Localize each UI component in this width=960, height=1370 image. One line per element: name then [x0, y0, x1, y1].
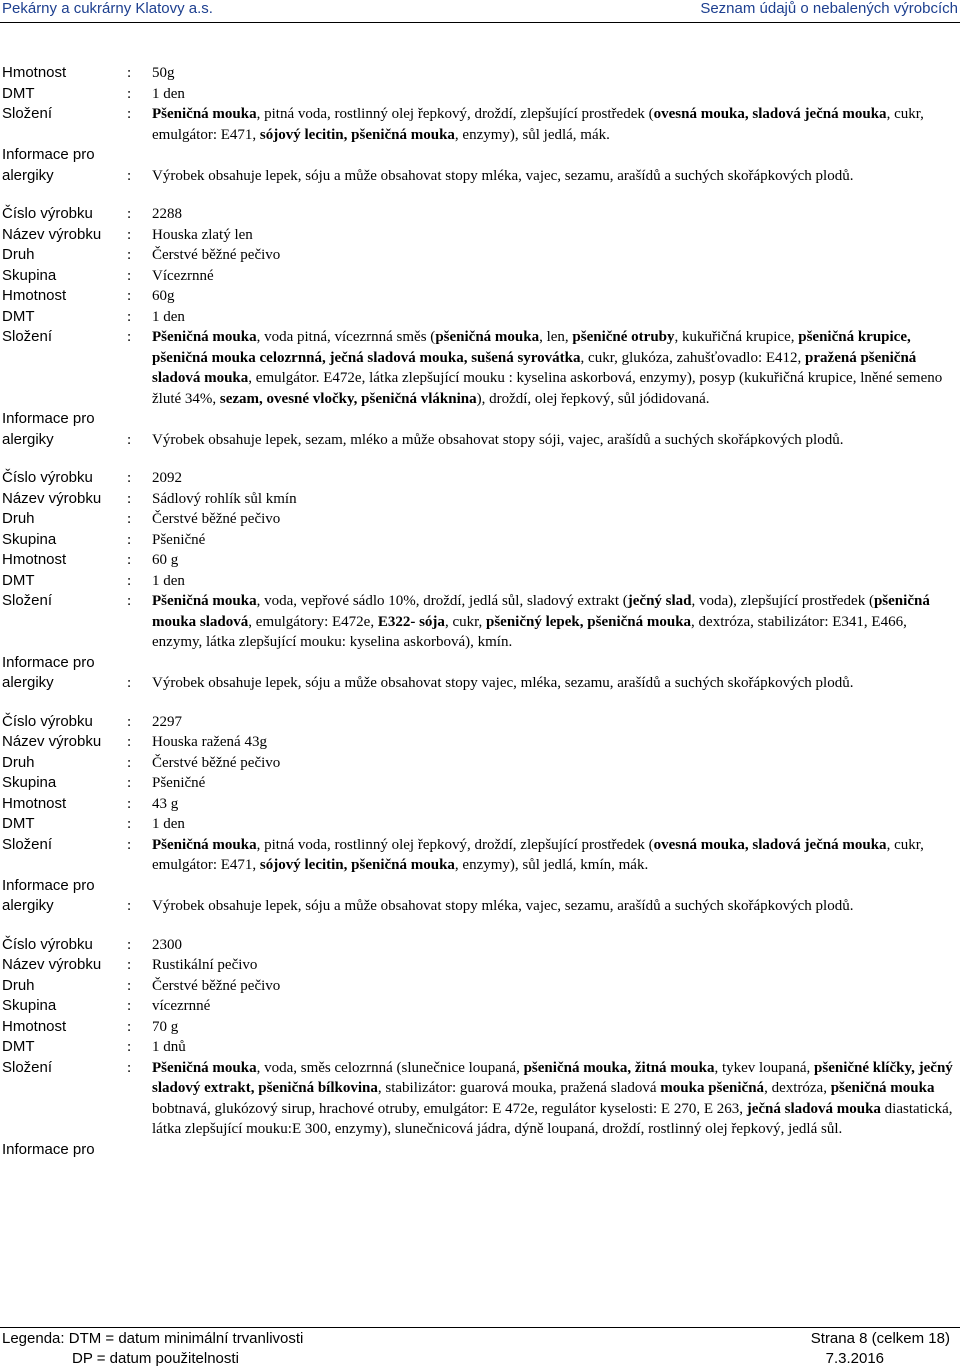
product-field-dmt [2, 1037, 958, 1058]
field-value: 2288 [152, 206, 182, 222]
product-field-hmotnost [2, 794, 958, 815]
field-separator: : [127, 1039, 132, 1055]
field-value: Houska ražená 43g [152, 734, 267, 750]
product-field-slozeni [2, 104, 958, 145]
field-label: Informace pro [2, 146, 95, 163]
field-value: 1 den [152, 816, 185, 832]
field-label: Informace pro [2, 1140, 95, 1158]
field-separator: : [127, 795, 132, 812]
field-value: 70 g [152, 1018, 179, 1035]
field-label: alergiky [2, 430, 54, 448]
product-field-nazev [2, 732, 958, 753]
field-separator: : [127, 734, 132, 750]
field-value: 60g [152, 288, 175, 304]
field-separator: : [127, 754, 132, 771]
product-block [2, 712, 958, 917]
product-field-slozeni [2, 835, 958, 876]
field-value: 1 den [152, 308, 185, 325]
field-label: Druh [2, 753, 35, 771]
field-separator: : [127, 977, 132, 994]
field-separator: : [127, 552, 132, 568]
field-value: Pšeničná mouka, voda, směs celozrnná (slunečnice loupaná, pšeničná mouka, žitná mouka, tykev loupaná, pšeničné klíčky, ječný sladový extrakt, pšeničná bílkovina, stabilizátor: guarová mouka, pražená sladová mouka pšeničná, dextróza, pšeničná mouka bobtnavá, glukózový sirup, hrachové otruby, emulgátor: E 472e, regulátor kyselosti: E 270, E 263, ječná sladová mouka diastatická, látka zlepšující mouku:E 300, enzymy), slunečnicová jádra, dýně loupaná, droždí, rostlinný olej řepkový, jedlá sůl. [152, 1059, 953, 1137]
product-field-skupina [2, 773, 958, 794]
product-field-nazev [2, 955, 958, 976]
product-block [2, 204, 958, 450]
field-separator: : [127, 572, 132, 589]
field-value: Výrobek obsahuje lepek, sóju a může obsahovat stopy vajec, mléka, sezamu, arašídů a suchých skořápkových plodů. [152, 675, 854, 691]
field-label: Složení [2, 105, 53, 122]
field-label: Skupina [2, 997, 57, 1014]
field-label: Hmotnost [2, 287, 67, 304]
product-block [2, 468, 958, 694]
product-field-druh [2, 509, 958, 530]
field-label: alergiky [2, 674, 54, 691]
product-field-skupina [2, 530, 958, 551]
field-value: 2300 [152, 936, 182, 953]
field-separator: : [127, 531, 132, 548]
field-separator: : [127, 167, 132, 184]
product-field-alergiky [2, 145, 958, 186]
field-separator: : [127, 898, 132, 914]
field-label: Informace pro [2, 876, 95, 894]
field-value: Sádlový rohlík sůl kmín [152, 490, 297, 507]
field-value: Houska zlatý len [152, 226, 253, 243]
field-value: Pšeničná mouka, pitná voda, rostlinný olej řepkový, droždí, zlepšující prostředek (ovesná mouka, sladová ječná mouka, cukr, emulgátor: E471, sójový lecitin, pšeničná mouka, enzymy), sůl jedlá, kmín, mák. [152, 836, 924, 873]
field-label: Název výrobku [2, 956, 102, 973]
product-field-hmotnost [2, 550, 958, 571]
field-value: 2297 [152, 713, 182, 730]
field-separator: : [127, 593, 132, 609]
field-value: Čerstvé běžné pečivo [152, 511, 281, 527]
field-separator: : [127, 308, 132, 325]
field-label: DMT [2, 815, 35, 832]
field-value: Pšeničná mouka, voda pitná, vícezrnná směs (pšeničná mouka, len, pšeničné otruby, kukuřičná krupice, pšeničná krupice, pšeničná mouka celozrnná, ječná sladová mouka, sušená syrovátka, cukr, glukóza, zahušťovadlo: E412, pražená pšeničná sladová mouka, emulgátor. E472e, látka zlepšující mouku : kyselina askorbová, enzymy), posyp (kukuřičná krupice, lněné semeno žluté 34%, sezam, ovesné vločky, pšeničná vláknina), droždí, olej řepkový, sůl jódidovaná. [152, 329, 943, 407]
field-value: Čerstvé běžné pečivo [152, 754, 281, 771]
product-field-skupina [2, 266, 958, 287]
product-block [2, 935, 958, 1161]
product-field-slozeni [2, 327, 958, 409]
product-field-nazev [2, 489, 958, 510]
product-block [2, 63, 958, 186]
field-label: alergiky [2, 166, 54, 184]
field-value: Pšeničná mouka, pitná voda, rostlinný olej řepkový, droždí, zlepšující prostředek (ovesná mouka, sladová ječná mouka, cukr, emulgátor: E471, sójový lecitin, pšeničná mouka, enzymy), sůl jedlá, mák. [152, 106, 924, 143]
field-separator: : [127, 511, 132, 527]
field-separator: : [127, 957, 132, 973]
field-label: DMT [2, 1038, 35, 1055]
field-label: Druh [2, 246, 35, 263]
field-separator: : [127, 490, 132, 507]
field-value: Rustikální pečivo [152, 957, 258, 973]
field-separator: : [127, 775, 132, 791]
field-separator: : [127, 226, 132, 243]
field-label: DMT [2, 571, 35, 589]
field-label: Skupina [2, 266, 57, 284]
header-divider [0, 22, 960, 23]
field-value: Čerstvé běžné pečivo [152, 247, 281, 263]
product-field-nazev [2, 225, 958, 246]
field-separator: : [127, 816, 132, 832]
product-list [2, 63, 958, 1178]
field-label: Hmotnost [2, 794, 67, 812]
field-separator: : [127, 247, 132, 263]
field-label: Skupina [2, 774, 57, 791]
product-field-druh [2, 245, 958, 266]
field-label: Informace pro [2, 653, 95, 671]
product-field-hmotnost [2, 63, 958, 84]
field-label: Hmotnost [2, 551, 67, 568]
field-separator: : [127, 267, 132, 284]
field-label: Skupina [2, 530, 57, 548]
field-value: Pšeničné [152, 775, 206, 791]
field-label: Název výrobku [2, 225, 102, 243]
footer-divider [0, 1327, 960, 1328]
field-value: Pšeničné [152, 531, 206, 548]
field-value: Pšeničná mouka, voda, vepřové sádlo 10%, droždí, jedlá sůl, sladový extrakt (ječný slad, voda), zlepšující prostředek (pšeničná mouka sladová, emulgátory: E472e, E322- sója, cukr, pšeničný lepek, pšeničná mouka, dextróza, stabilizátor: E341, E466, enzymy, látka zlepšující mouku: kyselina askorbová), kmín. [152, 593, 930, 650]
field-separator: : [127, 206, 132, 222]
field-label: Informace pro [2, 410, 95, 427]
field-separator: : [127, 288, 132, 304]
field-value: 50g [152, 65, 175, 81]
document-title: Seznam údajů o nebalených výrobcích [700, 0, 958, 17]
field-separator: : [127, 65, 132, 81]
product-field-dmt [2, 571, 958, 592]
product-field-cislo [2, 468, 958, 489]
field-separator: : [127, 431, 132, 448]
product-field-slozeni [2, 591, 958, 653]
field-label: Hmotnost [2, 1017, 67, 1035]
field-label: Číslo výrobku [2, 469, 93, 486]
field-label: Složení [2, 835, 53, 853]
field-value: 1 den [152, 85, 185, 102]
product-field-cislo [2, 935, 958, 956]
field-separator: : [127, 675, 132, 691]
product-field-dmt [2, 307, 958, 328]
field-label: alergiky [2, 897, 54, 914]
product-field-alergiky [2, 876, 958, 917]
product-field-hmotnost [2, 1017, 958, 1038]
product-field-hmotnost [2, 286, 958, 307]
field-value: 2092 [152, 470, 182, 486]
legend-dp: DP = datum použitelnosti [72, 1350, 239, 1367]
field-separator: : [127, 85, 132, 102]
field-value: Čerstvé běžné pečivo [152, 977, 281, 994]
product-field-alergiky [2, 409, 958, 450]
field-value: 43 g [152, 795, 179, 812]
page-number: Strana 8 (celkem 18) [810, 1330, 950, 1347]
field-label: Číslo výrobku [2, 205, 93, 222]
field-label: DMT [2, 307, 35, 325]
document-date: 7.3.2016 [825, 1350, 884, 1367]
field-label: Číslo výrobku [2, 712, 93, 730]
field-label: Název výrobku [2, 489, 102, 507]
product-field-alergiky [2, 1140, 958, 1161]
field-separator: : [127, 1059, 132, 1076]
company-name: Pekárny a cukrárny Klatovy a.s. [2, 0, 213, 17]
field-value: Výrobek obsahuje lepek, sezam, mléko a může obsahovat stopy sóji, vajec, arašídů a suchých skořápkových plodů. [152, 431, 844, 448]
field-value: 1 dnů [152, 1039, 186, 1055]
product-field-slozeni [2, 1058, 958, 1140]
legend-dmt: Legenda: DTM = datum minimální trvanlivosti [2, 1330, 304, 1347]
field-separator: : [127, 106, 132, 122]
field-label: Druh [2, 510, 35, 527]
field-value: 1 den [152, 572, 185, 589]
product-field-dmt [2, 84, 958, 105]
field-separator: : [127, 936, 132, 953]
field-value: Výrobek obsahuje lepek, sóju a může obsahovat stopy mléka, vajec, sezamu, arašídů a suchých skořápkových plodů. [152, 898, 854, 914]
product-field-cislo [2, 712, 958, 733]
field-label: Složení [2, 592, 53, 609]
field-label: Hmotnost [2, 64, 67, 81]
field-value: vícezrnné [152, 998, 211, 1014]
field-label: Složení [2, 328, 53, 345]
product-field-alergiky [2, 653, 958, 694]
field-label: Název výrobku [2, 733, 102, 750]
field-separator: : [127, 713, 132, 730]
field-separator: : [127, 1018, 132, 1035]
field-label: Složení [2, 1058, 53, 1076]
product-field-skupina [2, 996, 958, 1017]
product-field-druh [2, 753, 958, 774]
field-separator: : [127, 998, 132, 1014]
field-label: DMT [2, 84, 35, 102]
field-value: 60 g [152, 552, 179, 568]
field-value: Vícezrnné [152, 267, 214, 284]
field-label: Číslo výrobku [2, 935, 93, 953]
field-label: Druh [2, 976, 35, 994]
product-field-druh [2, 976, 958, 997]
product-field-dmt [2, 814, 958, 835]
product-field-cislo [2, 204, 958, 225]
field-separator: : [127, 329, 132, 345]
field-separator: : [127, 470, 132, 486]
field-separator: : [127, 836, 132, 853]
field-value: Výrobek obsahuje lepek, sóju a může obsahovat stopy mléka, vajec, sezamu, arašídů a suchých skořápkových plodů. [152, 167, 854, 184]
